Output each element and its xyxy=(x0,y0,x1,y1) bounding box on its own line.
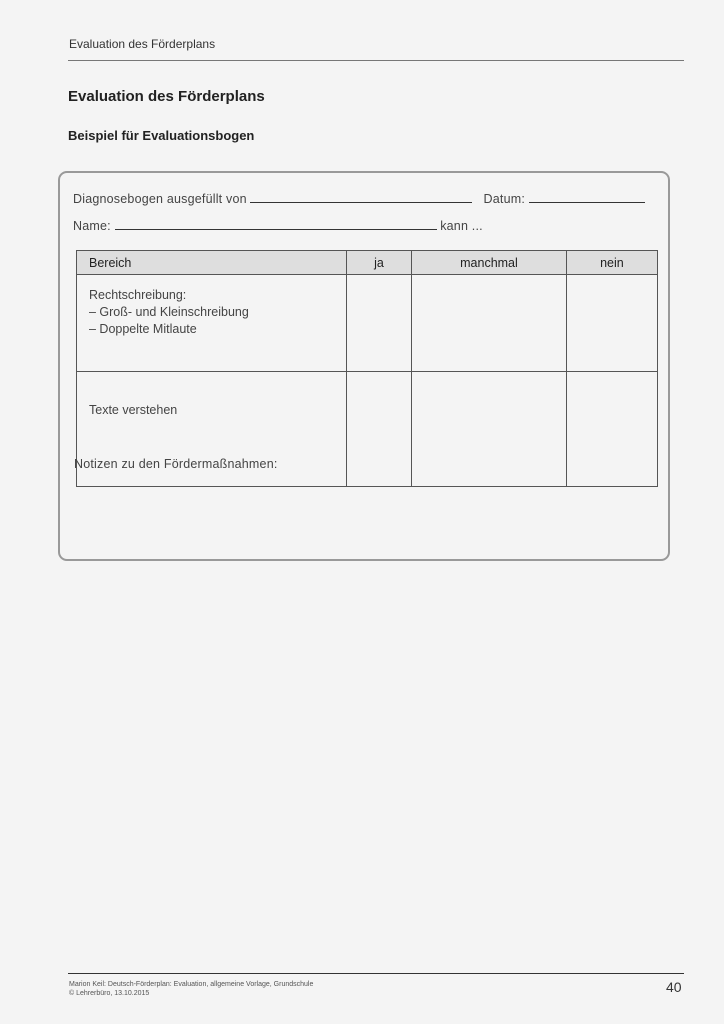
area-text: – Doppelte Mitlaute xyxy=(89,322,197,336)
name-row xyxy=(73,219,483,233)
filled-by-row xyxy=(73,192,645,206)
filled-by-label: Diagnosebogen ausgefüllt von xyxy=(73,192,247,206)
header-bereich: Bereich xyxy=(77,251,347,275)
manchmal-cell[interactable] xyxy=(412,275,567,372)
ja-cell[interactable] xyxy=(347,275,412,372)
date-label: Datum: xyxy=(483,192,526,206)
nein-cell[interactable] xyxy=(566,372,657,487)
nein-cell[interactable] xyxy=(566,275,657,372)
area-text: – Groß- und Kleinschreibung xyxy=(89,305,249,319)
footer-divider xyxy=(68,973,684,974)
area-text: Texte verstehen xyxy=(89,403,178,417)
table-row xyxy=(77,275,658,372)
can-label: kann ... xyxy=(440,219,483,233)
page-title: Evaluation des Förderplans xyxy=(68,88,265,105)
ja-cell[interactable] xyxy=(347,372,412,487)
date-field[interactable] xyxy=(529,202,645,203)
area-cell xyxy=(77,275,347,372)
table-header-row xyxy=(77,251,658,275)
page-number: 40 xyxy=(666,979,682,995)
name-field[interactable] xyxy=(115,229,437,230)
filled-by-field[interactable] xyxy=(250,202,472,203)
area-text: Rechtschreibung: xyxy=(89,288,187,302)
footer-line: Marion Keil: Deutsch-Förderplan: Evaluation, allgemeine Vorlage, Grundschule xyxy=(69,981,314,988)
header-manchmal: manchmal xyxy=(412,251,567,275)
page-subtitle: Beispiel für Evaluationsbogen xyxy=(68,128,255,143)
header-ja: ja xyxy=(347,251,412,275)
running-header: Evaluation des Förderplans xyxy=(69,37,216,51)
manchmal-cell[interactable] xyxy=(412,372,567,487)
name-label: Name: xyxy=(73,219,111,233)
footer-line: © Lehrerbüro, 13.10.2015 xyxy=(69,990,150,997)
header-nein: nein xyxy=(566,251,657,275)
header-divider xyxy=(68,60,684,61)
footer-credits xyxy=(69,980,313,998)
evaluation-table xyxy=(76,250,658,487)
notes-label: Notizen zu den Fördermaßnahmen: xyxy=(74,457,278,471)
